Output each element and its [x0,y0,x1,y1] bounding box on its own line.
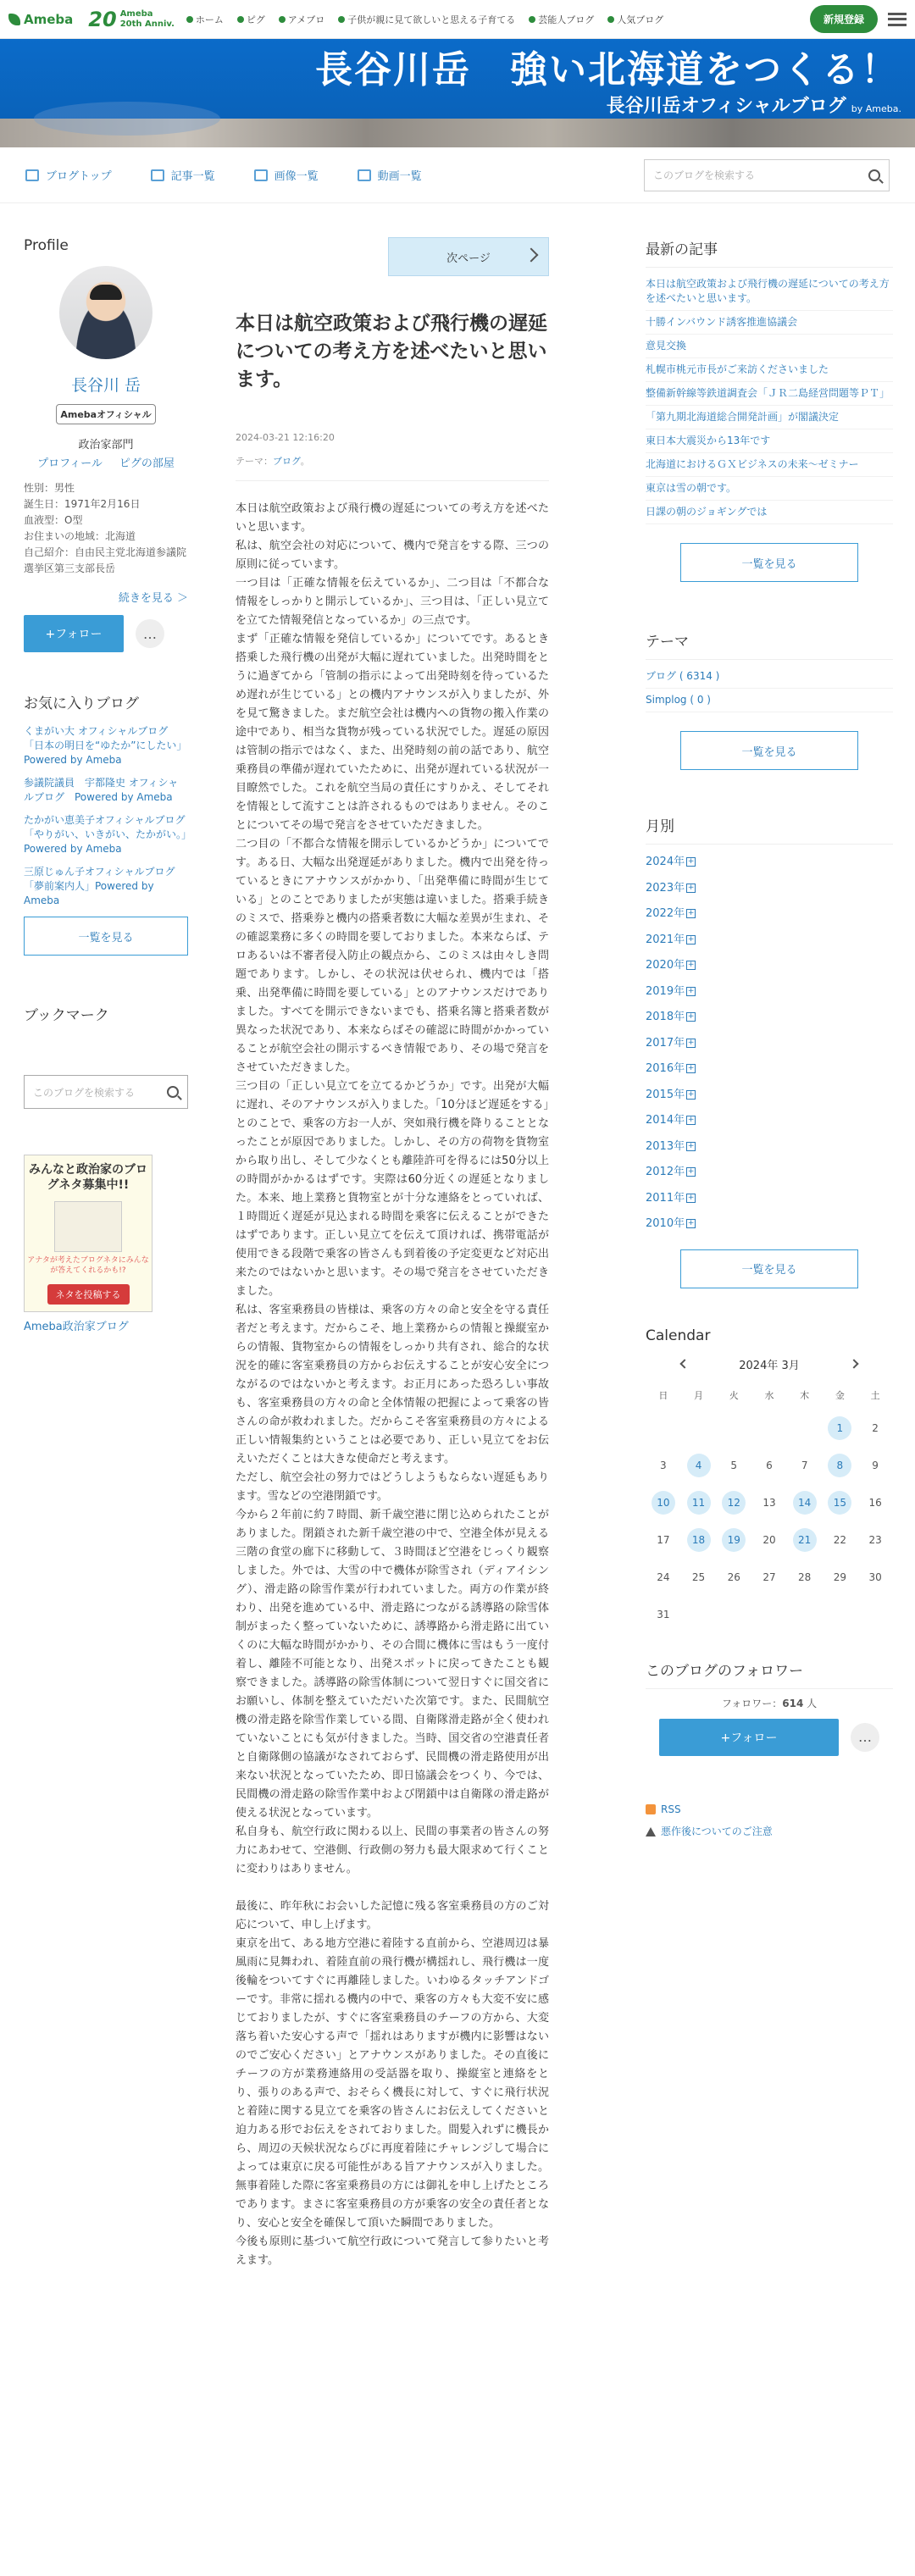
rss-link[interactable] [646,1798,893,1820]
calendar-week-row [646,1596,893,1633]
entry-body [236,500,549,2270]
profile-more-link[interactable]: 続きを見る ＞ [118,592,188,605]
calendar-day: 5 [730,1459,738,1471]
month-label: 2018年 [646,1011,685,1023]
expand-icon[interactable]: + [687,1193,695,1202]
calendar-day: 6 [766,1459,773,1471]
calendar-cell [716,1410,751,1447]
expand-icon[interactable]: + [687,934,695,944]
calendar-day: 22 [833,1533,846,1546]
profile-name[interactable]: 長谷川 岳 [70,376,141,395]
calendar-cell [751,1447,787,1484]
content-area [0,203,915,2575]
list-item[interactable]: 本日は航空政策および飛行機の遅延についての考え方を述べたいと思います。 [646,273,893,311]
monthly-list [646,850,893,1238]
global-nav-label: ピグ [246,14,265,25]
search-placeholder: このブログを検索する [33,1086,136,1099]
calendar-cell [681,1484,717,1521]
entry-paragraph: 最後に、昨年秋にお会いした記憶に残る客室乗務員の方のご対応について、申し上げます。 [236,1900,549,1931]
calendar-day: 7 [801,1459,808,1471]
global-nav-ameblo[interactable] [279,13,324,26]
footer-links [646,1798,893,1842]
followers-heading: このブログのフォロワー [646,1659,893,1689]
profile-info-line: 血液型：O型 [24,514,83,526]
calendar-cell [681,1596,717,1633]
search-placeholder: このブログを検索する [653,169,756,181]
profile-info [24,480,188,577]
calendar-cell [681,1447,717,1484]
plus-icon [338,16,345,23]
calendar-cell [646,1447,681,1484]
theme-link[interactable]: ブログ [273,456,301,467]
list-item[interactable]: 「第九期北海道総合開発計画」が閣議決定 [646,406,893,429]
calendar-week-row [646,1559,893,1596]
month-item[interactable] [646,1186,893,1212]
anniversary-number: 20 [88,7,117,31]
calendar-day: 30 [868,1571,882,1583]
banner-title: 長谷川岳 強い北海道をつくる！ [315,48,900,91]
list-item[interactable]: Simplog ( 0 ) [646,689,893,712]
calendar-weekday: 日 [658,1389,668,1401]
month-label: 2021年 [646,933,685,946]
monthly-list-button[interactable]: 一覧を見る [680,1249,858,1288]
entry-paragraph: 二つ目の「不都合な情報を開示しているかどうか」についてです。ある日、大幅な出発遅延がありました。機内で出発を待っているときにアナウンスがかかり、「出発準備に時間が生じている」とのことでありましたが実態は違いました。搭乗手続きのミスで、搭乗券と機内の搭乗者数に大幅な差異が生まれ、その確認業務に多くの時間を要しておりました。本来ならば、テロあるいは不審者侵入防止の観点から、このミスは由々しき問題であります。しかし、その状況は伏せられ、機内では「搭乗、出発準備に時間を要している」とのアナウンスだけでありました。すべてを開示できないまでも、搭乗名簿と搭乗者数が異なった状況であり、本来ならばその確認に時間がかかっていることが航空会社の開示するべき情報であり、その場で発言をさせていただきました。 [236,838,549,1074]
monthly-section [646,814,893,1288]
entry-date: 2024-03-21 12:16:20 [236,432,335,443]
recent-entries-heading: 最新の記事 [646,237,893,268]
calendar-cell [646,1410,681,1447]
list-item[interactable]: 札幌市桃元市長がご来訪くださいました [646,358,893,382]
calendar-cell [716,1484,751,1521]
calendar-day: 17 [657,1533,670,1546]
list-item[interactable]: 参議院議員 宇都隆史 オフィシャルブログ Powered by Ameba [24,777,179,803]
list-item[interactable]: 東日本大震災から13年です [646,429,893,453]
banner-headline: みんなと政治家のブログネタ募集中!! [29,1163,147,1192]
global-nav-label: 子供が親に見て欲しいと思える子育てる [347,14,516,25]
month-label: 2022年 [646,907,685,920]
right-sidebar [646,237,893,1842]
calendar-day-with-post[interactable]: 11 [687,1491,711,1515]
profile-category[interactable]: 政治家部門 [78,439,134,451]
search-icon[interactable] [167,1086,179,1098]
profile-follow-row [24,615,188,652]
calendar-cell [857,1447,893,1484]
calendar-cell [751,1559,787,1596]
official-badge: Amebaオフィシャル [56,404,156,424]
follow-button[interactable]: +フォロー [24,615,124,652]
expand-icon[interactable]: + [687,1219,695,1227]
sidebar-search-input[interactable] [24,1075,188,1109]
rss-icon [646,1804,656,1814]
calendar-cell [716,1596,751,1633]
followers-section [646,1659,893,1756]
list-item[interactable]: たかがい恵美子オフィシャルブログ「やりがい、いきがい、たかがい。」Powered by Ameba [24,814,187,855]
calendar-cell [857,1410,893,1447]
left-sidebar [24,237,188,1333]
profile-info-line: 誕生日：1971年2月16日 [24,498,141,510]
calendar-day: 9 [872,1459,879,1471]
calendar-weekday: 月 [694,1389,704,1401]
calendar-day: 20 [762,1533,776,1546]
ameba-leaf-icon [8,14,20,25]
calendar-cell [646,1559,681,1596]
calendar-cell [716,1559,751,1596]
entry-paragraph: 本日は航空政策および飛行機の遅延についての考え方を述べたいと思います。 [236,502,549,534]
profile-info-line: 性別：男性 [24,482,75,494]
bookmark-heading: ブックマーク [24,1007,109,1024]
calendar-cell [751,1484,787,1521]
bookmark-section [24,1003,188,1024]
chevron-right-icon[interactable] [849,1359,858,1368]
expand-icon[interactable]: + [687,1064,695,1072]
blog-topic-banner[interactable] [24,1155,152,1312]
calendar-day-with-post[interactable]: 19 [722,1528,746,1552]
calendar-cell [787,1484,823,1521]
expand-icon[interactable]: + [687,857,695,866]
expand-icon[interactable]: + [687,1141,695,1150]
recent-entries-section [646,237,893,582]
month-label: 2024年 [646,856,685,868]
calendar-weekday: 火 [729,1389,739,1401]
banner-subtitle [607,91,901,118]
monthly-heading: 月別 [646,814,893,845]
expand-icon[interactable]: + [687,1167,695,1176]
entry-paragraph: 三つ目の「正しい見立てを立てるかどうか」です。出発が大幅に遅れ、そのアナウンスが入りました。「10分ほど遅延をする」とのことで、乗客の方お一人が、突如飛行機を降りることとなったことが原因でありました。しかし、その方の荷物を貨物室から取り出し、そして少なくとも離陸許可を得るには50分以上の時間がかかるはずです。実際は60分近くの遅延となりました。本来、地上業務と貨物室とが十分な連絡をとっていれば、１時間近く遅延が見込まれる時間を乗客に伝えることができたはずであります。正しい見立てを伝えて頂ければ、携帯電話が使用できる段階で乗客の皆さんも到着後の予定変更など対応出来たのではないかと思います。その場で発言をさせていただきました。 [236,1080,549,1298]
month-item[interactable] [646,1160,893,1186]
global-nav-feature[interactable] [338,13,515,26]
calendar-cell [857,1484,893,1521]
calendar-cell [787,1559,823,1596]
list-item[interactable]: くまがい大 オフィシャルブログ「日本の明日を“ゆたか”にしたい」Powered by Ameba [24,725,187,766]
follower-count [646,1696,893,1710]
profile-info-line: 自己紹介：自由民主党北海道参議院選挙区第三支部長岳 [24,546,187,574]
home-icon [25,169,39,181]
profile-info-line: お住まいの地域：北海道 [24,530,136,542]
calendar-weekday-row [646,1381,893,1410]
month-label: 2020年 [646,959,685,972]
nav-video-list[interactable] [358,167,422,183]
theme-heading: テーマ [646,629,893,660]
chevron-left-icon[interactable] [680,1359,690,1368]
calendar-weekday: 金 [835,1389,845,1401]
expand-icon[interactable]: + [687,909,695,917]
calendar-week-row [646,1484,893,1521]
nav-label: 画像一覧 [274,170,319,183]
month-label: 2013年 [646,1139,685,1153]
favorite-blogs-list [24,724,188,908]
expand-icon[interactable]: + [687,1012,695,1021]
crown-icon [607,16,614,23]
calendar-day-with-post[interactable]: 10 [652,1491,675,1515]
expand-icon[interactable]: + [687,961,695,969]
profile-section [24,237,188,652]
rss-label: RSS [661,1803,681,1815]
profile-link[interactable]: プロフィール [37,457,103,470]
list-item[interactable]: 東京は雪の朝です。 [646,477,893,501]
report-link[interactable] [646,1820,893,1842]
pigg-room-link[interactable]: ピグの部屋 [119,457,175,470]
global-nav-home[interactable] [186,13,224,26]
video-icon [358,169,371,181]
month-item[interactable] [646,1108,893,1134]
ameblo-icon [279,16,286,23]
month-label: 2016年 [646,1062,685,1075]
calendar-cell [823,1447,858,1484]
calendar-cell [646,1484,681,1521]
month-label: 2010年 [646,1217,685,1230]
calendar-day: 16 [868,1496,882,1509]
calendar-day: 31 [657,1608,670,1620]
calendar-day-with-post[interactable]: 14 [793,1491,817,1515]
month-item[interactable] [646,1056,893,1083]
chevron-right-icon [524,248,539,263]
expand-icon[interactable]: + [687,986,695,995]
entry-paragraph: まず「正確な情報を発信しているか」についてです。あるとき搭乗した飛行機の出発が大幅に遅れていました。出発時間をとうに過ぎてから「管制の指示によって出発時刻を待っているため遅れが生じている」との機内アナウンスが入りましたが、外を見て驚きました。まだ航空会社は機内への貨物の搬入作業の途中であり、相当な貨物が残っている状況でした。遅延の原因は管制の指示ではなく、また、出発時刻の前の話であり、航空乗務員の準備が遅れていたために、出発が遅れている状況が一目瞭然でした。これを航空当局の責任にすりかえ、そしてそれを情報として流すことは許されるものではありません。そのことについてその場で発言をさせていただきました。 [236,633,549,832]
nav-image-list[interactable] [254,167,319,183]
warning-icon [646,1826,656,1836]
global-nav-pigg[interactable] [237,13,265,26]
calendar-cell [716,1521,751,1559]
month-item[interactable] [646,1134,893,1161]
global-nav-label: アメブロ [287,14,325,25]
theme-label: テーマ： [236,456,273,467]
calendar-section [646,1327,893,1633]
blog-search-input[interactable] [644,159,890,191]
month-item[interactable] [646,1031,893,1057]
list-item[interactable]: 三原じゅん子オフィシャルブログ「夢前案内人」Powered by Ameba [24,866,175,906]
anniversary-logo[interactable] [88,8,175,31]
entry-meta [236,426,549,481]
global-nav-celeb[interactable] [529,13,594,26]
calendar-cell [751,1521,787,1559]
report-label: 悪作後についてのご注意 [661,1825,773,1837]
calendar-cell [857,1559,893,1596]
month-label: 2014年 [646,1114,685,1127]
calendar-heading: Calendar [646,1327,711,1344]
recent-list-button[interactable]: 一覧を見る [680,543,858,582]
search-icon[interactable] [868,169,880,181]
favorite-blogs-heading: お気に入りブログ [24,695,139,712]
calendar-day: 25 [691,1571,706,1583]
anniversary-text-line1: Ameba [119,8,153,19]
calendar-table [646,1381,893,1633]
calendar-day: 13 [762,1496,776,1509]
calendar-day-with-post[interactable]: 8 [828,1454,851,1477]
calendar-day: 28 [798,1571,812,1583]
calendar-cell [787,1521,823,1559]
calendar-cell [681,1559,717,1596]
calendar-weekday: 水 [764,1389,774,1401]
follower-count-label: フォロワー： [721,1697,783,1709]
calendar-cell [787,1447,823,1484]
nav-label: 記事一覧 [170,170,215,183]
theme-section [646,629,893,770]
nav-entry-list[interactable] [151,167,215,183]
ameba-logo[interactable] [8,12,73,27]
entry-paragraph: 私自身も、航空行政に関わる以上、民間の事業者の皆さんの努力にあわせて、空港側、行政側の努力も最大限求めて行くことに変わりはありません。 [236,1825,549,1875]
main-article [236,237,549,2270]
calendar-month-nav [646,1356,893,1372]
follower-count-value: 614 [782,1697,804,1709]
nav-label: 動画一覧 [377,170,422,183]
pigg-icon [237,16,244,23]
calendar-cell [823,1596,858,1633]
entry-paragraph: 今後も原則に基づいて航空行政について発言して参りたいと考えます。 [236,2235,549,2267]
next-page-label: 次ページ [446,252,491,265]
calendar-cell [857,1521,893,1559]
entry-paragraph: 今から２年前に約７時間、新千歳空港に閉じ込められたことがありました。閉鎖された新千歳空港の中で、空港全体が見える三階の食堂の廊下に移動して、３時間ほど空港をじっくり観察しました。外では、大雪の中で機体が除雪され（ディアイシング）、滑走路の除雪作業が行われていました。両方の作業が終わり、出発を進めている中、滑走路につながる誘導路の除雪体制がまったく整っていないために、誘導路から滑走路に出ていくのに大幅な時間がかかり、その合間に機体に雪はもう一度付着し、離陸不可能となり、出発スポットに戻ってきたことも観察できました。誘導路の除雪体制について翌日すぐに国交省にお願いし、体制を整えていただいた次第です。また、民間航空機の滑走路を除雪作業している間、自衛隊滑走路が全く使われていないことにも気が付きました。当時、国交省の空港責任者と自衛隊側の協議がなされておらず、民間機の滑走路使用が出来ない状況となっていたため、即日協議会をつくり、今では、民間機の滑走路の除雪作業中および閉鎖中は自衛隊の滑走路が使える状況となっています。 [236,1509,549,1820]
calendar-cell [787,1596,823,1633]
calendar-cell [787,1410,823,1447]
month-item[interactable] [646,1211,893,1238]
entry-paragraph: 東京を出て、ある地方空港に着陸する直前から、空港周辺は暴風雨に見舞われ、着陸直前の飛行機が構揺れし、飛行機は一度後輪をついてすぐに再離陸しました。いわゆるタッチアンドゴーです。非常に揺れる機内の中で、乗客の方々も大変不安に感じておりましたが、すぐに客室乗務員のチーフの方から、大変落ち着いた安心する声で「揺れはありますが機内に影響はないのでご安心ください」とアナウンスがありました。その直後にチーフの方が業務連絡用の受話器を取り、操縦室と連絡をとり、張りのある声で、おそらく機長に対して、すぐに飛行状況と着陸に関する見立てを乗客の皆さんにお伝えしてくださいと迫力ある形でお伝えをされておりました。間髪入れずに機長から、周辺の天候状況ならびに再度着陸にチャレンジして場合によっては東京に戻る可能性がある旨アナウンスが入りました。無事着陸した際に客室乗務員の方には御礼を申し上げたところであります。まさに客室乗務員の方が乗客の安全の責任者となり、安心と安全を確保して頂いた瞬間でありました。 [236,1937,549,2230]
entry-paragraph: 私は、客室乗務員の皆様は、乗客の方々の命と安全を守る責任者だと考えます。だからこそ、地上業務からの情報と操縦室からの情報、貨物室からの情報をしっかり共有され、総合的な状況を的確に客室乗務員の方からお伝えすることが安心安全につながるのではないかと考えます。お正月にあった恐ろしい事故も、客室乗務員の方々の命と全体情報の把握によって乗客の皆さんの命が救われました。だからこそ客室乗務員の方々による正しい情報集約ということは必要であり、正しい見立てをお伝えいただくことは大きな使命だと考えます。 [236,1304,549,1465]
calendar-cell [823,1484,858,1521]
post-topic-button[interactable]: ネタを投稿する [47,1284,130,1305]
list-item[interactable]: 北海道におけるＧＸビジネスの未来～ゼミナー [646,453,893,477]
blog-header-banner[interactable] [0,39,915,147]
anniversary-text-line2: 20th Anniv. [119,19,175,29]
follow-button[interactable]: +フォロー [659,1719,839,1756]
calendar-day: 3 [660,1459,667,1471]
ameba-logo-text: Ameba [24,11,74,27]
entry-paragraph: ただし、航空会社の努力ではどうしようもならない遅延もあります。雪などの空港閉鎖です。 [236,1471,549,1503]
calendar-week-row [646,1521,893,1559]
calendar-weekday: 土 [870,1389,880,1401]
month-label: 2019年 [646,984,685,998]
profile-links [24,455,188,474]
home-icon [186,16,193,23]
followers-follow-row [646,1719,893,1756]
global-header [0,0,915,39]
calendar-day-with-post[interactable]: 12 [722,1491,746,1515]
month-label: 2015年 [646,1088,685,1101]
expand-icon[interactable]: + [687,1116,695,1124]
month-label: 2023年 [646,881,685,895]
list-item[interactable]: 十勝インバウンド誘客推進協議会 [646,311,893,335]
calendar-day: 2 [872,1421,879,1434]
calendar-month: 2024年 3月 [739,1359,800,1372]
entry-paragraph: 一つ目は「正確な情報を伝えているか」、二つ目は「不都合な情報をしっかりと開示しているか」、三つ目は、「正しい見立てを立てた情報発信となっているか」の三点です。 [236,577,549,627]
list-item[interactable]: 意見交換 [646,335,893,358]
calendar-day: 23 [868,1533,882,1546]
banner-photo [0,119,915,147]
expand-icon[interactable]: + [687,883,695,892]
profile-heading: Profile [24,237,69,254]
month-label: 2012年 [646,1166,685,1178]
global-nav [186,13,810,26]
signup-button[interactable]: 新規登録 [810,5,878,33]
blank-line [236,1879,549,1897]
camera-icon [254,169,268,181]
calendar-day-with-post[interactable]: 1 [828,1416,851,1440]
expand-icon[interactable]: + [687,1089,695,1099]
entry-paragraph: 私は、航空会社の対応について、機内で発言をする際、三つの原則に従っています。 [236,540,549,571]
menu-icon[interactable] [888,13,907,26]
theme-list-button[interactable]: 一覧を見る [680,731,858,770]
calendar-cell [857,1596,893,1633]
list-item[interactable]: 整備新幹線等鉄道調査会「ＪＲ二島経営問題等ＰＴ」 [646,382,893,406]
avatar[interactable] [59,266,152,359]
document-icon [151,169,164,181]
expand-icon[interactable]: + [687,1038,695,1047]
calendar-day: 27 [762,1571,776,1583]
banner-caption: アナタが考えたブログネタにみんなが答えてくれるかも!? [27,1256,149,1275]
theme-list [646,665,893,712]
ballot-box-icon [54,1201,122,1252]
more-options-button[interactable]: … [851,1723,879,1752]
list-item[interactable]: ブログ ( 6314 ) [646,665,893,689]
calendar-cell [823,1521,858,1559]
calendar-cell [823,1559,858,1596]
banner-by-ameba: by Ameba. [851,103,901,114]
month-item[interactable] [646,850,893,876]
month-label: 2011年 [646,1191,685,1205]
calendar-week-row [646,1410,893,1447]
entry-title[interactable]: 本日は航空政策および飛行機の遅延についての考え方を述べたいと思います。 [236,313,547,391]
calendar-cell [681,1410,717,1447]
calendar-day-with-post[interactable]: 4 [687,1454,711,1477]
nav-blog-top[interactable] [25,167,112,183]
global-nav-label: 芸能人ブログ [538,14,595,25]
calendar-cell [751,1410,787,1447]
month-item[interactable] [646,1083,893,1109]
politician-blog-link[interactable]: Ameba政治家ブログ [24,1321,129,1333]
calendar-week-row [646,1447,893,1484]
favorites-list-button[interactable]: 一覧を見る [24,917,188,956]
anniversary-text [120,9,175,30]
global-nav-label: 人気ブログ [617,14,664,25]
calendar-day: 26 [727,1571,740,1583]
month-item[interactable] [646,979,893,1005]
recent-entries-list [646,273,893,524]
month-item[interactable] [646,876,893,902]
calendar-cell [751,1596,787,1633]
list-item[interactable]: 日課の朝のジョギングでは [646,501,893,524]
next-page-button[interactable] [388,237,549,276]
global-nav-popular[interactable] [607,13,663,26]
blog-nav [0,147,915,203]
month-item[interactable] [646,928,893,954]
star-icon [529,16,535,23]
calendar-cell [681,1521,717,1559]
calendar-cell [646,1596,681,1633]
entry-theme: テーマ：ブログ。 [236,456,310,467]
calendar-day: 24 [657,1571,670,1583]
calendar-weekday: 木 [800,1389,810,1401]
calendar-day-with-post[interactable]: 15 [828,1491,851,1515]
calendar-day: 29 [833,1571,846,1583]
month-item[interactable] [646,901,893,928]
nav-label: ブログトップ [46,170,112,183]
calendar-cell [823,1410,858,1447]
banner-subtitle-text: 長谷川岳オフィシャルブログ [606,96,846,117]
month-label: 2017年 [646,1036,685,1050]
favorite-blogs-section [24,691,188,956]
follower-count-unit: 人 [803,1697,818,1709]
calendar-day-with-post[interactable]: 18 [687,1528,711,1552]
more-options-button[interactable]: … [136,619,164,648]
global-nav-label: ホーム [195,14,224,25]
month-item[interactable] [646,1005,893,1031]
calendar-cell [716,1447,751,1484]
calendar-cell [646,1521,681,1559]
month-item[interactable] [646,953,893,979]
calendar-day-with-post[interactable]: 21 [793,1528,817,1552]
